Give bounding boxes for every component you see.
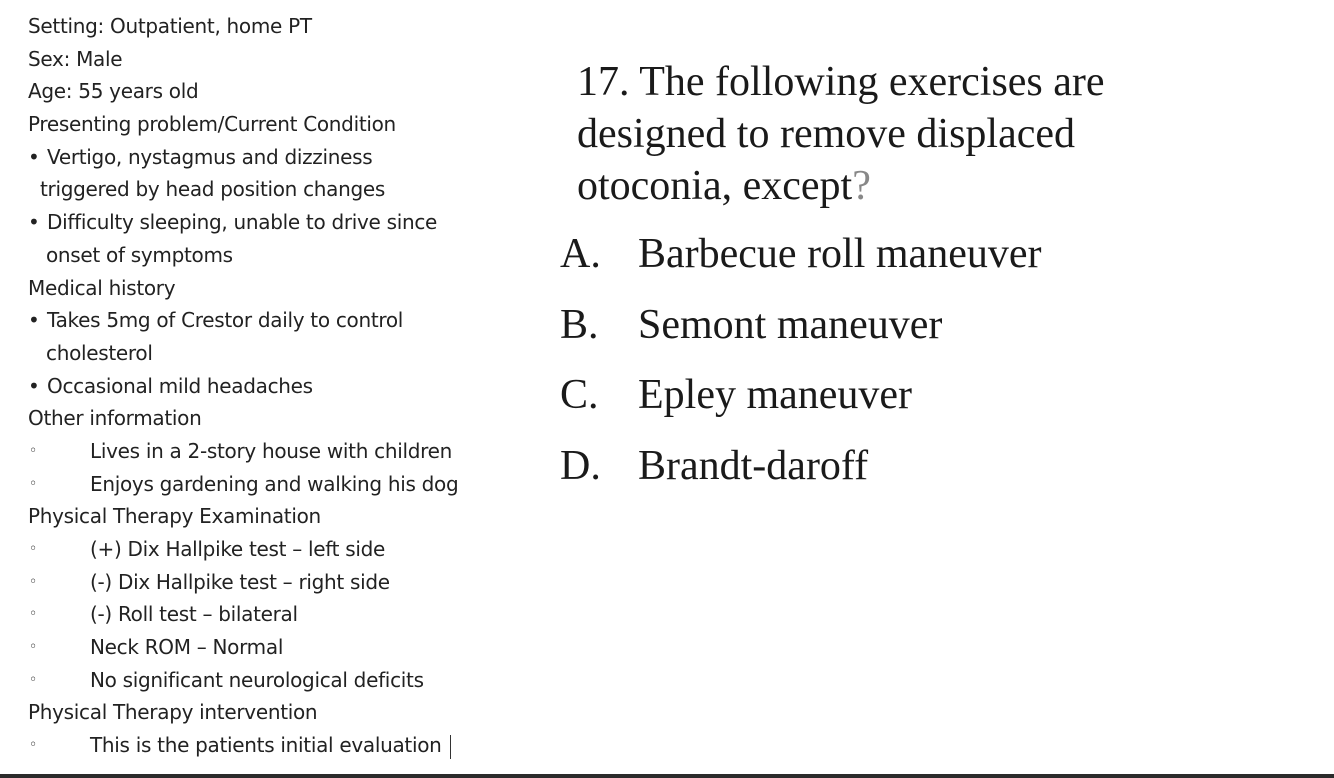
bullet-icon: • (28, 373, 40, 398)
intervention-heading: Physical Therapy intervention (28, 700, 318, 725)
option-b[interactable] (560, 301, 1320, 372)
answer-options (560, 230, 1320, 512)
text-cursor (450, 735, 452, 759)
bullet-icon: • (28, 210, 40, 235)
list-item (28, 729, 518, 762)
bullet-icon: • (28, 144, 40, 169)
list-item-continued: cholesterol (46, 340, 153, 365)
list-item: • Difficulty sleeping, unable to drive since (28, 206, 518, 239)
age-text: Age: 55 years old (28, 79, 199, 104)
option-letter: A. (560, 231, 601, 277)
circle-bullet-icon: ◦ (29, 737, 37, 754)
option-text: Epley maneuver (638, 372, 913, 418)
sex-text: Sex: Male (28, 46, 123, 71)
option-c[interactable] (560, 371, 1320, 442)
option-letter: D. (560, 442, 601, 489)
exam-heading: Physical Therapy Examination (28, 504, 321, 529)
option-d[interactable] (560, 442, 1320, 513)
list-item: ◦ (-) Dix Hallpike test – right side (28, 566, 518, 599)
list-item: ◦ Enjoys gardening and walking his dog (28, 468, 518, 501)
list-item-continued: triggered by head position changes (40, 177, 386, 202)
medical-heading: Medical history (28, 275, 176, 300)
list-item: ◦ Lives in a 2-story house with children (28, 435, 518, 468)
circle-bullet-icon: ◦ (29, 573, 37, 590)
list-item-continued: onset of symptoms (46, 242, 233, 267)
option-letter: B. (560, 301, 599, 348)
circle-bullet-icon: ◦ (29, 639, 37, 656)
list-item: ◦ (+) Dix Hallpike test – left side (28, 533, 518, 566)
option-letter: C. (560, 372, 599, 418)
list-item: ◦ (-) Roll test – bilateral (28, 598, 518, 631)
option-a[interactable] (560, 230, 1320, 301)
circle-bullet-icon: ◦ (29, 541, 37, 557)
list-item: • Occasional mild headaches (28, 370, 518, 403)
list-item: • Takes 5mg of Crestor daily to control (28, 304, 518, 337)
circle-bullet-icon: ◦ (29, 671, 37, 688)
circle-bullet-icon: ◦ (29, 442, 37, 459)
option-text: Barbecue roll maneuver (638, 231, 1042, 277)
other-heading: Other information (28, 406, 202, 431)
intervention-text: This is the patients initial evaluation (90, 733, 442, 758)
case-details-panel (28, 10, 518, 762)
list-item: • Vertigo, nystagmus and dizziness (28, 141, 518, 174)
circle-bullet-icon: ◦ (29, 475, 37, 492)
bullet-icon: • (28, 308, 40, 333)
list-item: ◦ Neck ROM – Normal (28, 631, 518, 664)
list-item: ◦ No significant neurological deficits (28, 664, 518, 697)
presenting-heading: Presenting problem/Current Condition (28, 112, 396, 137)
circle-bullet-icon: ◦ (29, 606, 37, 623)
question-text: 17. The following exercises are designed to remove displaced otoconia, except? (577, 59, 1105, 209)
question-panel (560, 56, 1320, 512)
option-text: Brandt-daroff (638, 442, 869, 489)
option-text: Semont maneuver (638, 301, 943, 348)
setting-text: Setting: Outpatient, home PT (28, 14, 312, 38)
bottom-border (0, 774, 1334, 778)
